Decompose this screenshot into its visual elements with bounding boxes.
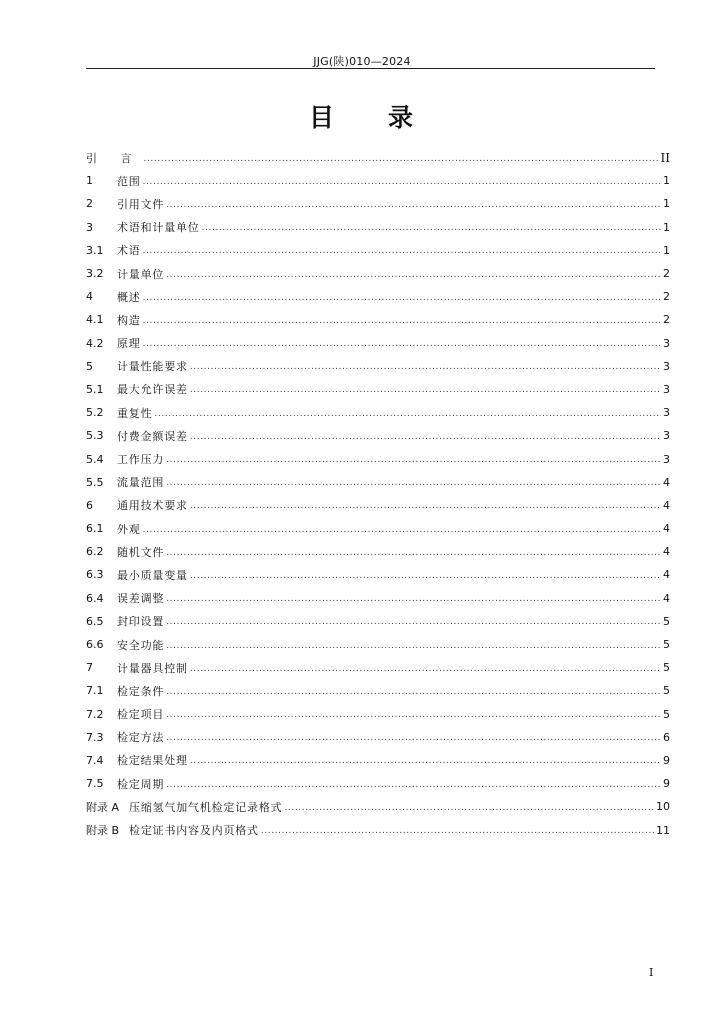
toc-entry-label: 检定项目	[117, 708, 165, 722]
toc-entry[interactable]	[86, 332, 670, 355]
toc-entry[interactable]	[86, 587, 670, 610]
toc-entry-page: 3	[663, 382, 670, 396]
toc-entry-label: 术语和计量单位	[117, 221, 200, 235]
toc-entry-number: 6	[86, 498, 93, 512]
toc-leader-dots	[202, 223, 661, 233]
title-char-right: 录	[388, 103, 416, 132]
toc-entry[interactable]	[86, 703, 670, 726]
toc-entry[interactable]	[86, 679, 670, 702]
toc-leader-dots	[166, 270, 661, 280]
toc-entry[interactable]	[86, 308, 670, 331]
toc-entry-page: 5	[663, 614, 670, 628]
toc-leader-dots	[190, 501, 661, 511]
toc-entry-label: 概述	[117, 290, 141, 304]
toc-entry[interactable]	[86, 818, 670, 841]
toc-entry-number: 2	[86, 197, 93, 211]
toc-entry-label: 流量范围	[117, 476, 165, 490]
title-char-left: 目	[308, 103, 336, 132]
toc-entry-number: 7.2	[86, 707, 104, 721]
toc-leader-dots	[143, 525, 661, 535]
toc-entry-page: 5	[663, 684, 670, 698]
toc-entry-page: 1	[663, 197, 670, 211]
toc-entry-label: 范围	[117, 174, 141, 188]
toc-entry-label: 重复性	[117, 406, 153, 420]
toc-entry[interactable]	[86, 726, 670, 749]
toc-entry-page: 9	[663, 777, 670, 791]
toc-entry-label: 术语	[117, 244, 141, 258]
toc-entry-number: 7.1	[86, 684, 104, 698]
toc-entry-page: 2	[663, 290, 670, 304]
toc-entry-number: 3.1	[86, 243, 104, 257]
toc-entry-page: 1	[663, 243, 670, 257]
toc-entry-label: 随机文件	[117, 545, 165, 559]
toc-entry-page: 5	[663, 707, 670, 721]
toc-leader-dots	[166, 200, 661, 210]
toc-entry[interactable]	[86, 169, 670, 192]
toc-entry-label: 付费金额误差	[117, 429, 188, 443]
toc-entry-page: 1	[663, 174, 670, 188]
toc-entry-page: 10	[656, 800, 670, 814]
header-rule	[86, 68, 655, 69]
toc-entry[interactable]	[86, 471, 670, 494]
toc-entry[interactable]	[86, 494, 670, 517]
toc-entry-page: 2	[663, 267, 670, 281]
toc-entry[interactable]	[86, 563, 670, 586]
toc-entry-label: 外观	[117, 522, 141, 536]
toc-entry-label: 通用技术要求	[117, 499, 188, 513]
toc-entry-number: 5.4	[86, 452, 104, 466]
toc-entry-label: 检定条件	[117, 684, 165, 698]
toc-entry-label: 最大允许误差	[117, 383, 188, 397]
header-code: JJG(陕)010—2024	[313, 55, 411, 68]
toc-entry-page: 9	[663, 753, 670, 767]
toc-entry-number: 4	[86, 290, 93, 304]
toc-entry-page: 1	[663, 220, 670, 234]
toc-leader-dots	[144, 154, 659, 164]
toc-entry-label: 工作压力	[117, 453, 165, 467]
toc-entry-page: 4	[663, 591, 670, 605]
toc-entry-page: 6	[663, 730, 670, 744]
toc-leader-dots	[166, 478, 661, 488]
toc-leader-dots	[190, 432, 661, 442]
toc-entry-number: 3	[86, 220, 93, 234]
toc-entry-label: 计量性能要求	[117, 360, 188, 374]
toc-entry-number: 7.4	[86, 753, 104, 767]
toc-entry-page: 3	[663, 336, 670, 350]
toc-entry-number: 7	[86, 661, 93, 675]
toc-entry[interactable]	[86, 378, 670, 401]
toc-entry-number: 6.3	[86, 568, 104, 582]
toc-entry-page: 5	[663, 661, 670, 675]
toc-leader-dots	[166, 641, 661, 651]
toc-entry-number: 附录 B	[86, 824, 120, 838]
toc-leader-dots	[190, 385, 661, 395]
toc-entry-number: 1	[86, 174, 93, 188]
toc-entry-number: 6.5	[86, 614, 104, 628]
toc-entry-page: 3	[663, 406, 670, 420]
toc-entry-number: 6.4	[86, 591, 104, 605]
toc-entry-number: 4.2	[86, 336, 104, 350]
toc-entry[interactable]	[86, 447, 670, 470]
toc-leader-dots	[166, 594, 661, 604]
toc-entry-page: 4	[663, 475, 670, 489]
toc-entry[interactable]	[86, 795, 670, 818]
toc-leader-dots	[166, 710, 661, 720]
toc-entry[interactable]	[86, 401, 670, 424]
toc-entry-label: 误差调整	[117, 592, 165, 606]
toc-entry-number: 引 言	[86, 151, 142, 165]
toc-entry-number: 附录 A	[86, 800, 120, 814]
toc-entry[interactable]	[86, 216, 670, 239]
toc-leader-dots	[166, 548, 661, 558]
toc-entry-number: 6.1	[86, 522, 104, 536]
page-title	[0, 98, 724, 134]
page-number: I	[649, 966, 654, 979]
toc-entry-page: 4	[663, 545, 670, 559]
toc-entry-label: 检定方法	[117, 731, 165, 745]
toc-entry-label: 计量单位	[117, 267, 165, 281]
toc-leader-dots	[143, 293, 661, 303]
toc-leader-dots	[166, 687, 661, 697]
toc-leader-dots	[190, 362, 661, 372]
toc-entry-page: 4	[663, 568, 670, 582]
toc-entry-page: 5	[663, 638, 670, 652]
toc-entry[interactable]	[86, 633, 670, 656]
toc-entry[interactable]	[86, 749, 670, 772]
toc-entry[interactable]	[86, 656, 670, 679]
toc-entry-number: 5.1	[86, 382, 104, 396]
table-of-contents	[86, 146, 670, 842]
toc-entry-label: 压缩氢气加气机检定记录格式	[129, 800, 283, 814]
toc-entry-number: 5.2	[86, 406, 104, 420]
toc-entry-page: II	[660, 150, 670, 165]
toc-leader-dots	[166, 733, 661, 743]
toc-entry[interactable]	[86, 262, 670, 285]
toc-leader-dots	[166, 780, 661, 790]
toc-entry[interactable]	[86, 540, 670, 563]
toc-leader-dots	[154, 409, 661, 419]
toc-entry[interactable]	[86, 285, 670, 308]
toc-entry-number: 5.5	[86, 475, 104, 489]
toc-leader-dots	[284, 803, 654, 813]
toc-entry[interactable]	[86, 355, 670, 378]
toc-entry[interactable]	[86, 517, 670, 540]
toc-entry-number: 6.6	[86, 638, 104, 652]
toc-leader-dots	[166, 617, 661, 627]
toc-entry-label: 安全功能	[117, 638, 165, 652]
toc-entry-page: 11	[656, 823, 670, 837]
toc-entry-label: 封印设置	[117, 615, 165, 629]
toc-leader-dots	[166, 455, 661, 465]
toc-leader-dots	[143, 177, 661, 187]
toc-entry-label: 检定证书内容及内页格式	[129, 824, 259, 838]
toc-leader-dots	[143, 339, 661, 349]
toc-leader-dots	[190, 664, 661, 674]
toc-entry-label: 原理	[117, 337, 141, 351]
toc-entry-page: 4	[663, 522, 670, 536]
toc-leader-dots	[143, 246, 661, 256]
toc-entry-number: 3.2	[86, 267, 104, 281]
toc-entry-label: 计量器具控制	[117, 661, 188, 675]
toc-entry-page: 3	[663, 452, 670, 466]
toc-entry[interactable]	[86, 772, 670, 795]
toc-leader-dots	[190, 756, 661, 766]
toc-entry[interactable]	[86, 146, 670, 169]
toc-entry-page: 3	[663, 359, 670, 373]
toc-entry[interactable]	[86, 424, 670, 447]
toc-entry[interactable]	[86, 239, 670, 262]
toc-entry-label: 检定结果处理	[117, 754, 188, 768]
toc-entry-page: 3	[663, 429, 670, 443]
toc-entry-number: 7.3	[86, 730, 104, 744]
toc-entry-label: 最小质量变量	[117, 568, 188, 582]
toc-entry-number: 5.3	[86, 429, 104, 443]
toc-entry-label: 检定周期	[117, 777, 165, 791]
toc-leader-dots	[261, 826, 654, 836]
toc-entry-label: 构造	[117, 313, 141, 327]
toc-entry-page: 2	[663, 313, 670, 327]
toc-leader-dots	[190, 571, 661, 581]
toc-entry-number: 6.2	[86, 545, 104, 559]
toc-entry-label: 引用文件	[117, 197, 165, 211]
toc-entry-number: 4.1	[86, 313, 104, 327]
toc-leader-dots	[143, 316, 661, 326]
toc-entry-number: 7.5	[86, 777, 104, 791]
toc-entry-page: 4	[663, 498, 670, 512]
toc-entry[interactable]	[86, 192, 670, 215]
toc-entry[interactable]	[86, 610, 670, 633]
toc-entry-number: 5	[86, 359, 93, 373]
